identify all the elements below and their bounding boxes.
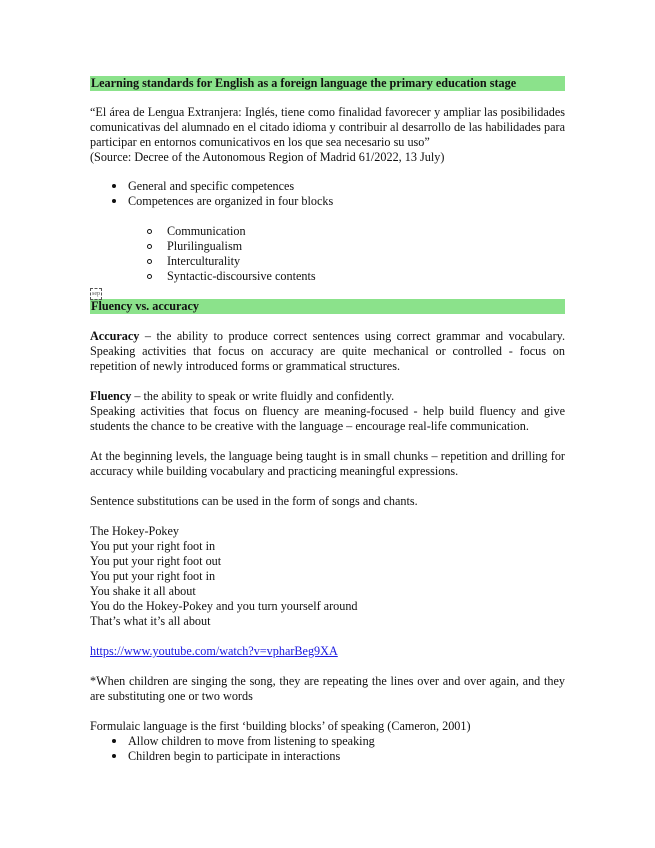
fluency-definition: – the ability to speak or write fluidly and confidently.	[131, 389, 395, 403]
song-line: You put your right foot in	[90, 539, 216, 553]
substitutions-paragraph: Sentence substitutions can be used in the form of songs and chants.	[90, 494, 418, 508]
competences-list	[90, 179, 565, 209]
song-line: You put your right foot in	[90, 569, 216, 583]
formulaic-paragraph: Formulaic language is the first ‘building blocks’ of speaking (Cameron, 2001)	[90, 719, 471, 733]
song-line: You put your right foot out	[90, 554, 222, 568]
song-line: That’s what it’s all about	[90, 614, 211, 628]
section-heading-learning-standards: Learning standards for English as a foreign language the primary education stage	[90, 76, 565, 91]
youtube-link[interactable]: https://www.youtube.com/watch?v=vpharBeg9XA	[90, 644, 338, 658]
song-note: *When children are singing the song, they are repeating the lines over and over again, and they are substituting one or two words	[90, 674, 565, 703]
list-item: Syntactic-discoursive contents	[90, 269, 565, 284]
document-page	[90, 76, 565, 764]
video-link-row	[90, 644, 565, 659]
list-item: Plurilingualism	[90, 239, 565, 254]
fluency-term: Fluency	[90, 389, 132, 403]
song-line: You do the Hokey-Pokey and you turn yourself around	[90, 599, 358, 613]
song-line: The Hokey-Pokey	[90, 524, 180, 538]
decree-quote: “El área de Lengua Extranjera: Inglés, tiene como finalidad favorecer y ampliar las posibilidades comunicativas del alumnado en el citado idioma y contribuir al desarrollo de las habilidades para participar en entornos comunicativos en los que sea necesario su uso”	[90, 105, 565, 149]
song-lyrics	[90, 524, 565, 629]
beginning-levels-paragraph: At the beginning levels, the language being taught is in small chunks – repetition and drilling for accuracy while building vocabulary and practicing meaningful expressions.	[90, 449, 565, 478]
list-item: Children begin to participate in interactions	[90, 749, 565, 764]
list-item: General and specific competences	[90, 179, 565, 194]
accuracy-term: Accuracy	[90, 329, 140, 343]
section-heading-fluency-accuracy: Fluency vs. accuracy	[90, 299, 565, 314]
section-break-icon: sep	[90, 288, 102, 300]
accuracy-definition: – the ability to produce correct sentences using correct grammar and vocabulary. Speaking activities that focus on accuracy are quite mechanical or controlled - focus on repetition of newly introduced forms or grammatical structures.	[90, 329, 565, 373]
decree-source: (Source: Decree of the Autonomous Region of Madrid 61/2022, 13 July)	[90, 150, 445, 164]
blocks-list	[90, 224, 565, 284]
separator-row	[90, 284, 565, 299]
fluency-detail: Speaking activities that focus on fluency are meaning-focused - help build fluency and give students the chance to be creative with the language – encourage real-life communication.	[90, 404, 565, 433]
formulaic-list	[90, 734, 565, 764]
fluency-paragraph	[90, 389, 565, 404]
song-line: You shake it all about	[90, 584, 196, 598]
list-item: Communication	[90, 224, 565, 239]
accuracy-paragraph	[90, 329, 565, 374]
list-item: Allow children to move from listening to speaking	[90, 734, 565, 749]
list-item: Interculturality	[90, 254, 565, 269]
list-item: Competences are organized in four blocks	[90, 194, 565, 209]
